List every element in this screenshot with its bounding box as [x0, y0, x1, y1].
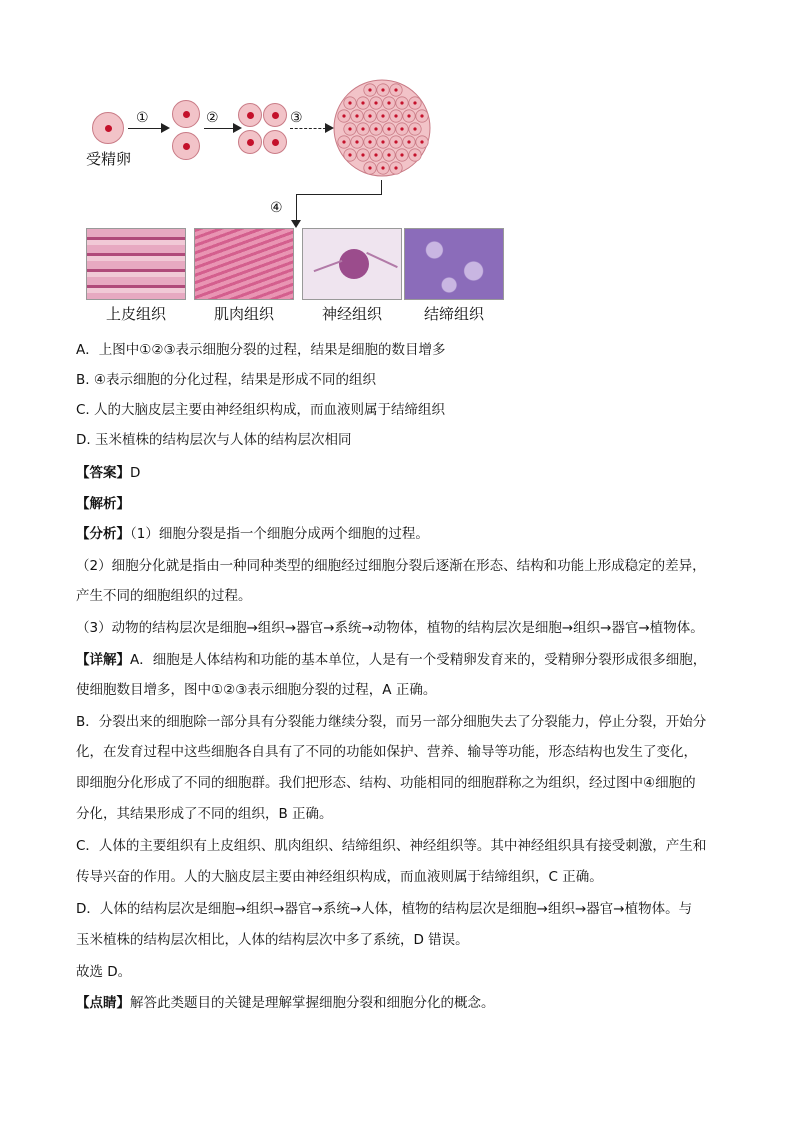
step-2-label: ②	[206, 110, 219, 126]
four-cell-3	[238, 130, 262, 154]
ball-cell-nucleus	[368, 88, 371, 91]
ball-cell-nucleus	[407, 114, 410, 117]
ball-cell-nucleus	[400, 127, 403, 130]
four-cell-2	[263, 103, 287, 127]
ball-cell-nucleus	[394, 140, 397, 143]
ball-cell-nucleus	[361, 127, 364, 130]
detail-b1: B．分裂出来的细胞除一部分具有分裂能力继续分裂，而另一部分细胞失去了分裂能力，停止分裂，开始分	[76, 714, 707, 730]
step-2-arrow	[204, 128, 234, 129]
ball-cell-nucleus	[361, 101, 364, 104]
two-cell-bottom	[172, 132, 200, 160]
neuron-process-2	[366, 252, 398, 268]
analysis-line-1	[76, 524, 726, 544]
tissue-label-nerve: 神经组织	[321, 305, 382, 323]
ball-cell-nucleus	[387, 101, 390, 104]
ball-cell-nucleus	[348, 127, 351, 130]
detail-a1: A．细胞是人体结构和功能的基本单位，人是有一个受精卵发育来的，受精卵分裂形成很多细胞，	[130, 652, 707, 668]
ball-cell-nucleus	[355, 114, 358, 117]
four-cell-1	[238, 103, 262, 127]
analysis-heading: 【解析】	[76, 496, 130, 512]
ball-cell-nucleus	[420, 140, 423, 143]
ball-cell-nucleus	[387, 153, 390, 156]
ball-cell-nucleus	[368, 114, 371, 117]
comment-line	[76, 993, 726, 1013]
tissue-label-epithelial: 上皮组织	[105, 305, 166, 323]
ball-cell-nucleus	[348, 153, 351, 156]
ball-cell-nucleus	[407, 140, 410, 143]
analysis-p3: （3）动物的结构层次是细胞→组织→器官→系统→动物体，植物的结构层次是细胞→组织→器官→植物体。	[76, 620, 704, 636]
ball-cell-nucleus	[361, 153, 364, 156]
ball-cell-nucleus	[400, 153, 403, 156]
nerve-tissue-image	[302, 228, 402, 300]
zygote-label: 受精卵	[86, 150, 132, 168]
connector-vertical	[381, 180, 382, 194]
analysis-p2a: （2）细胞分化就是指由一种同种类型的细胞经过细胞分裂后逐渐在形态、结构和功能上形成稳定的差异，	[76, 558, 706, 574]
neuron-process-1	[314, 260, 343, 272]
connector-horizontal	[297, 194, 382, 195]
detail-b3: 即细胞分化形成了不同的细胞群。我们把形态、结构、功能相同的细胞群称之为组织，经过图中④细胞的	[76, 775, 696, 791]
tissue-label-muscle: 肌肉组织	[213, 305, 274, 323]
cell-ball	[332, 78, 432, 178]
ball-cell-nucleus	[355, 140, 358, 143]
connective-tissue-image	[404, 228, 504, 300]
ball-cell-nucleus	[413, 153, 416, 156]
zygote-cell	[92, 112, 124, 144]
two-cell-top	[172, 100, 200, 128]
detail-a2: 使细胞数目增多，图中①②③表示细胞分裂的过程，A 正确。	[76, 682, 437, 698]
step-1-label: ①	[136, 110, 149, 126]
ball-cell-nucleus	[387, 127, 390, 130]
step-4-arrowhead	[291, 220, 301, 228]
option-b: B. ④表示细胞的分化过程，结果是形成不同的组织	[76, 372, 376, 388]
ball-cell-nucleus	[374, 127, 377, 130]
ball-cell-nucleus	[374, 101, 377, 104]
detail-c2: 传导兴奋的作用。人的大脑皮层主要由神经组织构成，而血液则属于结缔组织，C 正确。	[76, 869, 603, 885]
detail-line-a1	[76, 650, 726, 670]
step-3-label: ③	[290, 110, 303, 126]
ball-cell-nucleus	[394, 166, 397, 169]
detail-b2: 化，在发育过程中这些细胞各自具有了不同的功能如保护、营养、输导等功能，形态结构也发生了变化，	[76, 744, 697, 760]
conclusion: 故选 D。	[76, 964, 132, 980]
tissue-label-connective: 结缔组织	[423, 305, 484, 323]
detail-c1: C．人体的主要组织有上皮组织、肌肉组织、结缔组织、神经组织等。其中神经组织具有接受刺激，产生和	[76, 838, 707, 854]
ball-cell-nucleus	[381, 88, 384, 91]
comment-tag: 【点睛】	[76, 995, 130, 1011]
detail-d1: D．人体的结构层次是细胞→组织→器官→系统→人体，植物的结构层次是细胞→组织→器官→植物体。与	[76, 901, 693, 917]
step-1-arrow	[128, 128, 162, 129]
ball-cell-nucleus	[413, 101, 416, 104]
ball-cell-nucleus	[342, 114, 345, 117]
analysis-p1: （1）细胞分裂是指一个细胞分成两个细胞的过程。	[130, 526, 429, 542]
ball-cell-nucleus	[420, 114, 423, 117]
ball-cell-nucleus	[381, 114, 384, 117]
analysis-tag: 【分析】	[76, 526, 130, 542]
answer-tag: 【答案】	[76, 465, 130, 481]
option-a: A．上图中①②③表示细胞分裂的过程，结果是细胞的数目增多	[76, 342, 446, 358]
ball-cell-nucleus	[394, 114, 397, 117]
step-4-label: ④	[270, 200, 283, 216]
detail-b4: 分化，其结果形成了不同的组织，B 正确。	[76, 806, 333, 822]
ball-cell-nucleus	[381, 166, 384, 169]
four-cell-4	[263, 130, 287, 154]
ball-cell-nucleus	[394, 88, 397, 91]
step-1-arrowhead	[161, 123, 170, 133]
step-3-arrow	[290, 128, 326, 129]
ball-cell-nucleus	[413, 127, 416, 130]
option-d: D. 玉米植株的结构层次与人体的结构层次相同	[76, 432, 352, 448]
answer-line	[76, 463, 726, 483]
detail-d2: 玉米植株的结构层次相比，人体的结构层次中多了系统，D 错误。	[76, 932, 469, 948]
connector-down	[296, 194, 297, 222]
comment-text: 解答此类题目的关键是理解掌握细胞分裂和细胞分化的概念。	[130, 995, 495, 1011]
ball-cell-nucleus	[381, 140, 384, 143]
ball-cell-nucleus	[374, 153, 377, 156]
epithelial-tissue-image	[86, 228, 186, 300]
ball-cell-nucleus	[368, 166, 371, 169]
neuron-body	[339, 249, 369, 279]
answer-value: D	[130, 465, 141, 481]
cell-division-figure	[70, 70, 520, 330]
muscle-tissue-image	[194, 228, 294, 300]
detail-tag: 【详解】	[76, 652, 130, 668]
ball-cell-nucleus	[368, 140, 371, 143]
option-c: C. 人的大脑皮层主要由神经组织构成，而血液则属于结缔组织	[76, 402, 446, 418]
ball-cell-nucleus	[348, 101, 351, 104]
ball-cell-nucleus	[342, 140, 345, 143]
step-2-arrowhead	[233, 123, 242, 133]
analysis-p2b: 产生不同的细胞组织的过程。	[76, 588, 252, 604]
ball-cell-nucleus	[400, 101, 403, 104]
